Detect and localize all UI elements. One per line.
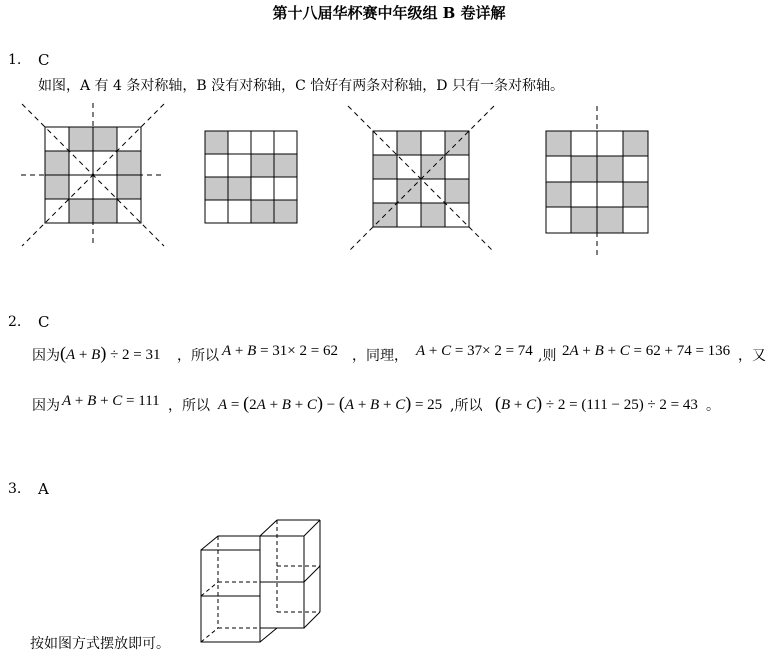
q2-line1-text-b: ，所以 [177, 348, 219, 364]
q2-eq1-rhs: ÷ 2 = 31 [110, 347, 161, 363]
q2-number: 2. [8, 314, 22, 330]
q2-eq-bc: (B + C) ÷ 2 = (111 − 25) ÷ 2 = 43 [495, 393, 698, 413]
q2-eq-ab: A + B = 31× 2 = 62 [222, 343, 338, 359]
q2-line1-text-a: 因为 [32, 348, 60, 364]
q2-answer: C [38, 313, 50, 331]
q2-line1-text-d: ,则 [538, 348, 557, 364]
q3-answer: A [38, 480, 49, 498]
q2-line2-text-b: ，所以 [168, 398, 210, 414]
q2-line2-text-c: ,所以 [450, 398, 483, 414]
q3-explanation: 按如图方式摆放即可。 [30, 636, 170, 652]
q1-number: 1. [8, 52, 22, 68]
q2-line2-end: 。 [706, 398, 720, 414]
q3-number: 3. [8, 481, 22, 497]
q2-line1-text-c: ，同理， [352, 348, 408, 364]
q2-eq2: = 31× 2 = 62 [260, 343, 338, 359]
q2-eq4: = 62 + 74 = 136 [633, 343, 731, 359]
q2-eq5: = 111 [126, 393, 160, 409]
q2-eq-sum-ab: (A + B) ÷ 2 = 31 [60, 343, 161, 363]
q2-line2-text-a: 因为 [32, 398, 60, 414]
q2-eq6: = 25 [414, 397, 443, 413]
q2-eq-2abc: 2A + B + C = 62 + 74 = 136 [562, 343, 731, 359]
q2-line1-text-e: ，又 [738, 348, 766, 364]
q2-eq3: = 37× 2 = 74 [454, 343, 533, 359]
q1-explanation: 如图，A 有 4 条对称轴，B 没有对称轴，C 恰好有两条对称轴，D 只有一条对称轴。 [38, 78, 564, 94]
q2-eq-abc: A + B + C = 111 [62, 393, 160, 409]
q1-answer: C [38, 51, 50, 69]
q2-eq-ac: A + C = 37× 2 = 74 [416, 343, 533, 359]
page-title: 第十八届华杯赛中年级组 B 卷详解 [272, 4, 506, 22]
q2-eq-a: A = (2A + B + C) − (A + B + C) = 25 [218, 393, 443, 413]
q2-eq7: ÷ 2 = (111 − 25) ÷ 2 = 43 [545, 397, 698, 413]
